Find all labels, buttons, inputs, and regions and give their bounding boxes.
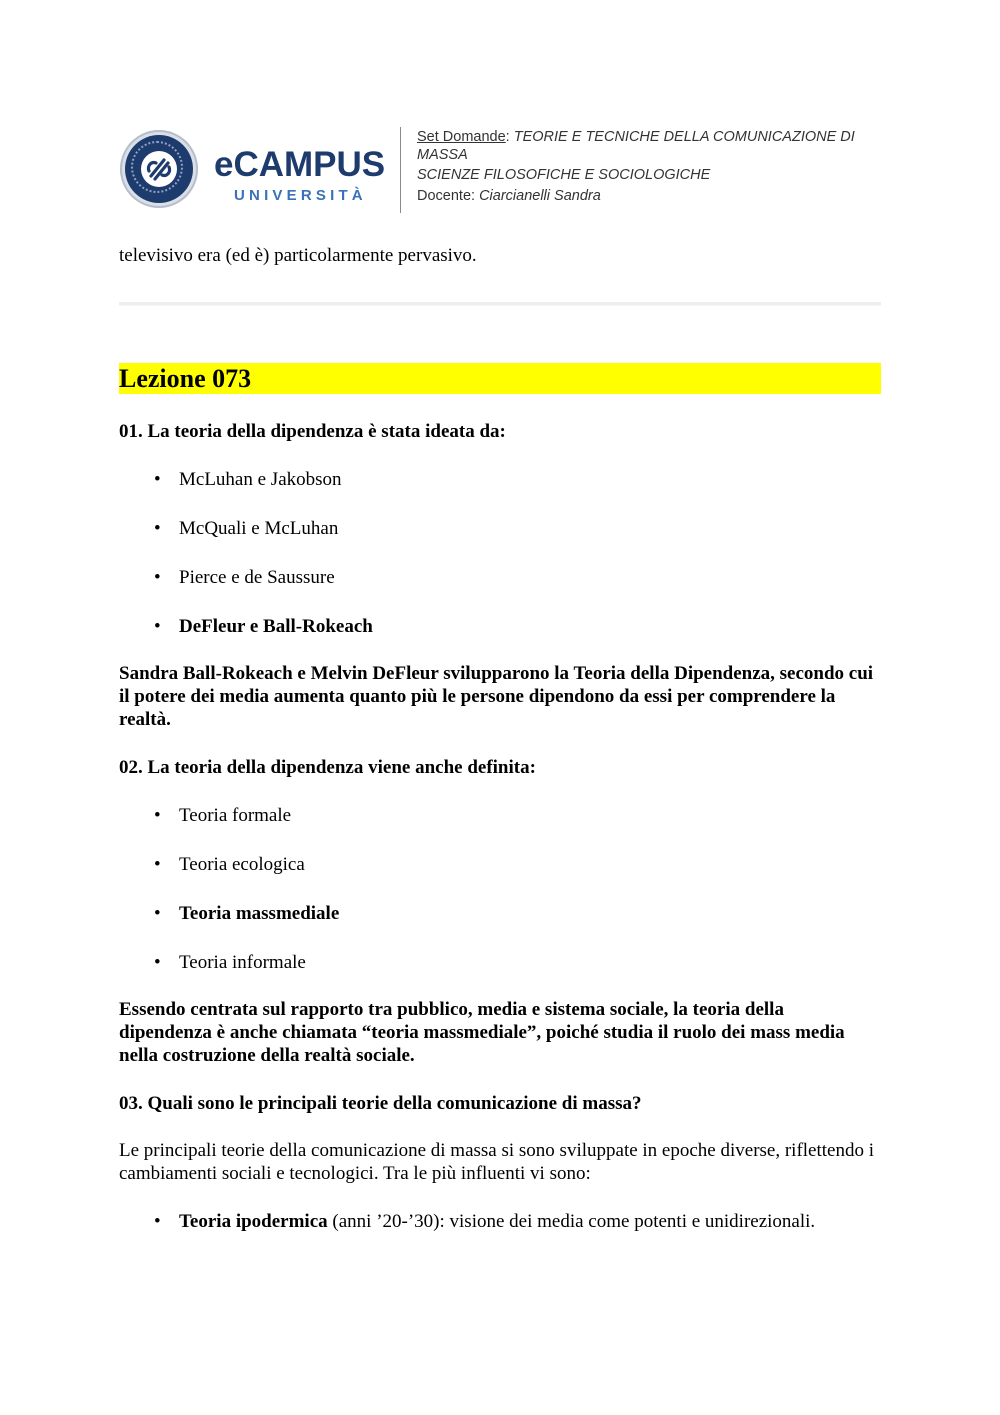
university-seal-logo — [120, 130, 198, 208]
question-2: 02. La teoria della dipendenza viene anche definita: — [119, 757, 536, 778]
option-text: DeFleur e Ball-Rokeach — [179, 616, 373, 637]
q3-item-1 — [154, 1210, 815, 1233]
bullet-icon: • — [154, 854, 161, 875]
teacher-label: Docente: — [417, 187, 476, 204]
option-text: Teoria informale — [179, 952, 306, 973]
q3-answer: Le principali teorie della comunicazione di massa si sono sviluppate in epoche diverse, riflettendo i cambiamenti sociali e tecnologici. Tra le più influenti vi sono: — [119, 1140, 875, 1184]
bullet-icon: • — [154, 903, 161, 924]
course-row — [417, 129, 887, 164]
lesson-heading-bar — [119, 363, 881, 394]
intro-text: televisivo era (ed è) particolarmente pervasivo. — [119, 245, 477, 266]
q1-option-1 — [154, 468, 342, 491]
page-header — [120, 127, 880, 215]
teacher-name: Ciarcianelli Sandra — [479, 187, 601, 204]
q2-option-1 — [154, 804, 291, 827]
brand-subtitle: UNIVERSITÀ — [234, 187, 367, 204]
item-detail: (anni ’20-’30): visione dei media come potenti e unidirezionali. — [327, 1211, 816, 1232]
bullet-icon: • — [154, 518, 161, 539]
set-label: Set Domande — [417, 129, 506, 145]
q1-explanation: Sandra Ball-Rokeach e Melvin DeFleur svilupparono la Teoria della Dipendenza, secondo cui il potere dei media aumenta quanto più le persone dipendono da essi per comprendere la realtà. — [119, 663, 874, 730]
seal-emblem-icon — [139, 149, 179, 189]
teacher-row — [417, 188, 887, 206]
bullet-icon: • — [154, 616, 161, 637]
course-title: TEORIE E TECNICHE DELLA COMUNICAZIONE DI MASSA — [417, 129, 855, 163]
brand-name — [214, 147, 394, 183]
bullet-icon: • — [154, 469, 161, 490]
faculty: SCIENZE FILOSOFICHE E SOCIOLOGICHE — [417, 167, 711, 183]
q2-option-2 — [154, 853, 305, 876]
q1-option-2 — [154, 517, 338, 540]
option-text: Teoria ecologica — [179, 854, 305, 875]
question-3: 03. Quali sono le principali teorie della comunicazione di massa? — [119, 1093, 642, 1114]
option-text: Teoria formale — [179, 805, 292, 826]
bullet-icon: • — [154, 567, 161, 588]
option-text: Pierce e de Saussure — [179, 567, 335, 588]
option-text: Teoria massmediale — [179, 903, 340, 924]
item-term: Teoria ipodermica — [179, 1211, 328, 1232]
q2-option-3-correct — [154, 902, 339, 925]
header-divider — [400, 127, 401, 213]
bullet-icon: • — [154, 952, 161, 973]
intro-paragraph — [119, 244, 881, 267]
brand-prefix: e — [214, 145, 234, 184]
option-text: McQuali e McLuhan — [179, 518, 339, 539]
q2-explanation: Essendo centrata sul rapporto tra pubblico, media e sistema sociale, la teoria della dipendenza è anche chiamata “teoria massmediale”, poiché studia il ruolo dei mass media nella costruzione della realtà sociale. — [119, 999, 845, 1066]
section-divider — [119, 302, 881, 306]
brand-wordmark — [214, 147, 394, 204]
bullet-icon: • — [154, 1211, 161, 1232]
question-1: 01. La teoria della dipendenza è stata ideata da: — [119, 421, 506, 442]
q2-option-4 — [154, 951, 306, 974]
bullet-icon: • — [154, 805, 161, 826]
option-text: McLuhan e Jakobson — [179, 469, 342, 490]
lesson-title: Lezione 073 — [119, 364, 252, 393]
header-info — [417, 129, 887, 208]
q1-option-4-correct — [154, 615, 373, 638]
brand-main: CAMPUS — [233, 145, 386, 184]
q1-option-3 — [154, 566, 335, 589]
set-colon: : — [505, 129, 514, 145]
